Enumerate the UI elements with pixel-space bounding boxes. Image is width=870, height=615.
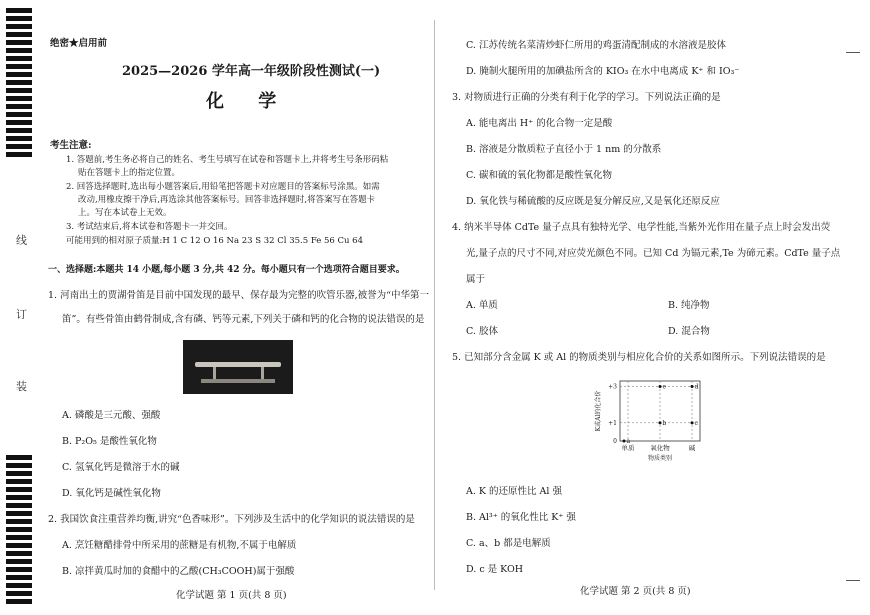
binding-margin (0, 0, 40, 615)
subject-title: 化 学 (206, 91, 291, 112)
data-point-label: e (662, 383, 667, 391)
exam-title: 2025—2026 学年高一年级阶段性测试(一) (122, 64, 381, 79)
data-point-e (659, 385, 662, 388)
q2-option-d: D. 腌制火腿所用的加碘盐所含的 KIO₃ 在水中电离成 K⁺ 和 IO₃⁻ (466, 66, 740, 77)
valence-category-chart (580, 375, 730, 465)
page-footer-1: 化学试题 第 1 页(共 8 页) (176, 590, 287, 601)
data-point-b (659, 421, 662, 424)
q3-option-c: C. 碳和硫的氧化物都是酸性氧化物 (466, 170, 612, 181)
note-line: 3. 考试结束后,将本试卷和答题卡一并交回。 (66, 222, 233, 232)
q2-stem: 2. 我国饮食注重营养均衡,讲究“色香味形”。下列涉及生活中的化学知识的说法错误的是 (48, 514, 415, 525)
data-point-label: c (694, 419, 698, 427)
data-point-d (691, 385, 694, 388)
q3-option-a: A. 能电离出 H⁺ 的化合物一定是酸 (466, 118, 613, 129)
q5-option-a: A. K 的还原性比 Al 强 (466, 486, 562, 497)
data-point-c (691, 421, 694, 424)
q1-option-a: A. 磷酸是三元酸、强酸 (62, 410, 161, 421)
page-footer-2: 化学试题 第 2 页(共 8 页) (580, 586, 691, 597)
note-line: 上。写在本试卷上无效。 (78, 208, 172, 218)
q2-option-b: B. 凉拌黄瓜时加的食醋中的乙酸(CH₃COOH)属于强酸 (62, 566, 295, 577)
margin-dash (846, 52, 860, 53)
notes-heading: 考生注意: (50, 140, 92, 151)
q1-stem-cont: 笛”。有些骨笛由鹤骨制成,含有磷、钙等元素,下列关于磷和钙的化合物的说法错误的是 (62, 314, 425, 325)
page-1 (40, 0, 429, 615)
q1-option-b: B. P₂O₅ 是酸性氧化物 (62, 436, 157, 447)
y-tick-label: +1 (608, 419, 617, 427)
page-2 (440, 0, 860, 615)
bone-flute-photo (183, 340, 293, 394)
q1-stem: 1. 河南出土的贾湖骨笛是目前中国发现的最早、保存最为完整的吹管乐器,被誉为“中华第一 (48, 290, 429, 301)
y-tick-label: +3 (608, 383, 617, 391)
q5-stem: 5. 已知部分含金属 K 或 Al 的物质类别与相应化合价的关系如图所示。下列说法错误的是 (452, 352, 826, 363)
x-axis-label: 物质类别 (647, 455, 673, 462)
q3-option-b: B. 溶液是分散质粒子直径小于 1 nm 的分散系 (466, 144, 662, 155)
q2-option-c: C. 江苏传统名菜清炒虾仁所用的鸡蛋清配制成的水溶液是胶体 (466, 40, 726, 51)
q4-option-d: D. 混合物 (668, 326, 710, 337)
q4-option-a: A. 单质 (466, 300, 498, 311)
q5-option-d: D. c 是 KOH (466, 564, 524, 575)
x-tick-label: 单质 (621, 444, 635, 452)
x-tick-label: 氧化物 (650, 444, 670, 452)
page-divider (434, 20, 435, 590)
q1-option-d: D. 氧化钙是碱性氧化物 (62, 488, 161, 499)
note-line: 2. 回答选择题时,选出每小题答案后,用铅笔把答题卡对应题目的答案标号涂黑。如需 (66, 182, 380, 192)
y-axis-label: K或Al的化合价 (595, 390, 602, 432)
flute-base (201, 379, 275, 383)
binding-bar-bottom (6, 455, 32, 605)
atomic-mass-line: 可能用到的相对原子质量:H 1 C 12 O 16 Na 23 S 32 Cl 35.5 Fe 56 Cu 64 (66, 236, 363, 246)
data-point-label: d (694, 383, 699, 391)
note-line: 改动,用橡皮擦干净后,再选涂其他答案标号。回答非选择题时,将答案写在答题卡 (78, 195, 376, 205)
binding-label-line: 线 (16, 234, 27, 247)
binding-label-staple: 装 (16, 380, 27, 393)
q4-stem-cont: 光,量子点的尺寸不同,对应荧光颜色不同。已知 Cd 为镉元素,Te 为碲元素。CdTe 量子点 (466, 248, 841, 259)
q1-option-c: C. 氢氧化钙是微溶于水的碱 (62, 462, 180, 473)
x-tick-label: 碱 (688, 444, 696, 452)
bone-flute (195, 362, 281, 367)
data-point-label: a (626, 438, 631, 445)
confidential-label: 绝密★启用前 (50, 38, 108, 49)
note-line: 1. 答题前,考生务必将自己的姓名、考生号填写在试卷和答题卡上,并将考生号条形码粘 (66, 155, 389, 165)
q5-option-b: B. Al³⁺ 的氧化性比 K⁺ 强 (466, 512, 576, 523)
q4-option-c: C. 胶体 (466, 326, 498, 337)
data-point-a (623, 440, 626, 443)
y-tick-label: 0 (613, 438, 617, 445)
q2-option-a: A. 烹饪糖醋排骨中所采用的蔗糖是有机物,不属于电解质 (62, 540, 297, 551)
note-line: 贴在答题卡上的指定位置。 (78, 168, 181, 178)
flute-stand (213, 367, 216, 379)
q4-stem-end: 属于 (466, 274, 486, 285)
margin-dash (846, 580, 860, 581)
section-heading: 一、选择题:本题共 14 小题,每小题 3 分,共 42 分。每小题只有一个选项符合题目要求。 (48, 265, 405, 275)
binding-label-bind: 订 (16, 308, 27, 321)
q3-option-d: D. 氧化铁与稀硫酸的反应既是复分解反应,又是氧化还原反应 (466, 196, 720, 207)
binding-bar-top (6, 8, 32, 158)
data-point-label: b (662, 419, 667, 427)
q4-option-b: B. 纯净物 (668, 300, 710, 311)
flute-stand (261, 367, 264, 379)
chart-svg (580, 375, 730, 465)
q3-stem: 3. 对物质进行正确的分类有利于化学的学习。下列说法正确的是 (452, 92, 721, 103)
q4-stem: 4. 纳米半导体 CdTe 量子点具有独特光学、电学性能,当紫外光作用在量子点上时会发出荧 (452, 222, 831, 233)
q5-option-c: C. a、b 都是电解质 (466, 538, 551, 549)
